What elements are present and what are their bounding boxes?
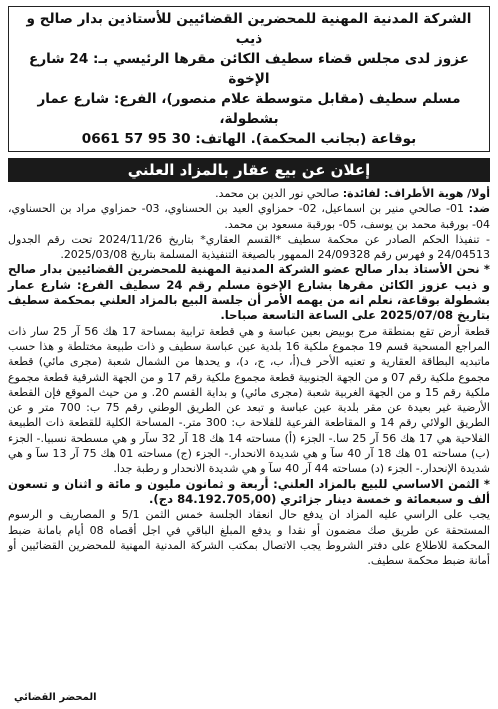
payment-conditions: يجب على الراسي عليه المزاد ان يدفع حال انعقاد الجلسة خمس الثمن 5/1 و المصاريف و الرسوم المستحقة عن طريق صك مضمون أو نقدا و يدفع المبلغ الباقي في اجل أقصاه 08 أيام بامانة ضبط المحكمة للاطلاع على دفتر الشروط يجب الاتصال بمكتب الشركة المدنية المهنية للمحضرين القضائيين أو أمانة ضبط محكمة سطيف. — [8, 508, 490, 568]
base-price-paragraph: * الثمن الاساسي للبيع بالمزاد العلني: أربعة و ثمانون مليون و مائة و اثنان و تسعون ألف و سبعمائة و خمسة دينار جزائري (84.192.705,00 دج). — [8, 476, 490, 506]
execution-paragraph: - تنفيذا الحكم الصادر عن محكمة سطيف *القسم العقاري* بتاريخ 2024/11/26 تحت رقم الجدول 24/04513 و فهرس رقم 24/09328 الممهور بالصيغة التنفيذية المسلمة بتاريخ 2025/03/08. — [8, 232, 490, 262]
header-line-3: مسلم سطيف (مقابل متوسطة علام منصور)، الفرع: شارع عمار بشطولة، — [37, 91, 461, 127]
auction-notice-paragraph: * نحن الأستاذ بدار صالح عضو الشركة المدنية المهنية للمحضرين القضائيين بدار صالح و ذيب عزوز الكائن مقرها بشارع الإخوة مسلم رقم 24 سطيف الفرع: شارع عمار بشطولة بوقاعة، نعلم انه من يهمه الأمر أن جلسة البيع بالمزاد العلني بمحكمة سطيف بتاريخ 2025/07/08 على الساعة التاسعة صباحا. — [8, 262, 490, 323]
auction-title-banner: إعلان عن بيع عقار بالمزاد العلني — [8, 158, 490, 182]
bailiff-signature-label: المحضر القضائي — [14, 692, 97, 703]
announcement-body — [8, 186, 490, 568]
header-line-2: عزوز لدى مجلس قضاء سطيف الكائن مقرها الرئيسي بـ: 24 شارع الإخوة — [29, 51, 469, 87]
defendant-names: 01- صالحي منير بن اسماعيل، 02- حمزاوي العيد بن الحسناوي، 03- حمزاوي مراد بن الحسناوي، 04- بورقبة محمد بن يوسف، 05- بورقبة مسعود بن محمد. — [8, 202, 490, 231]
header-line-4: بوقاعة (بجانب المحكمة). الهاتف: 30 95 57 0661 — [81, 131, 417, 147]
header-line-1: الشركة المدنية المهنية للمحضرين القضائيين للأستاذين بدار صالح و ذيب — [26, 11, 472, 47]
bailiff-office-header — [8, 6, 490, 152]
property-description: قطعة أرض تقع بمنطقة مرج بوبيض بعين عباسة و هي قطعة ترابية بمساحة 17 هك 56 آر 25 سار ذات المراجع المسحية قسم 19 مجموع ملكية 16 بلدية عين عباسة سطيف و ذات طبيعة مختلطة و هذا حسب ماتبديه البطاقة العقارية و تعنيه الأحر ف(أ، ب، ج، د)، و يحدها من الشمال شعبة (مجرى مائي) قطعة مجموع ملكية رقم 07 و من الجهة الجنوبية قطعة مجموع ملكية رقم 17 و من الجهة الشرقية قطعة مجموع ملكية رقم 15 و من الجهة الغربية شعبة (مجرى مائي) و بداية القسم 20. و من حيث الموقع فإن القطعة الأرضية غير بعيدة عن مقر بلدية عين عباسة و تبعد عن الطريق الوطني رقم 75 ب: 700 متر و عن الطريق الولائي رقم 14 و المقاطعة الفرعية للفلاحة ب: 300 متر.- المساحة الكلية للقطعة ذات الطبيعة الفلاحية هي 17 هك 56 آر 25 سا.- الجزء (أ) مساحته 14 هك 18 آر 32 سآر و هي مسطحة نسبيا.- الجزء (ب) مساحته 01 هك 18 آر 40 سآ و هي شديدة الانحدار.- الجزء (ج) مساحته 01 هك 75 آر 13 سآ و هي شديدة الإنحدار.- الجزء (د) مساحته 44 آر 40 سآ و هي شديدة الانحدار و رطبة جدا. — [8, 324, 490, 476]
parties-defendant — [8, 201, 490, 232]
defendant-label: ضد: — [468, 202, 490, 216]
plaintiff-name: صالحي نور الدين بن محمد. — [215, 187, 340, 200]
plaintiff-label: أولا/ هوية الأطراف: لفائدة: — [342, 187, 490, 200]
parties-plaintiff — [8, 186, 490, 201]
